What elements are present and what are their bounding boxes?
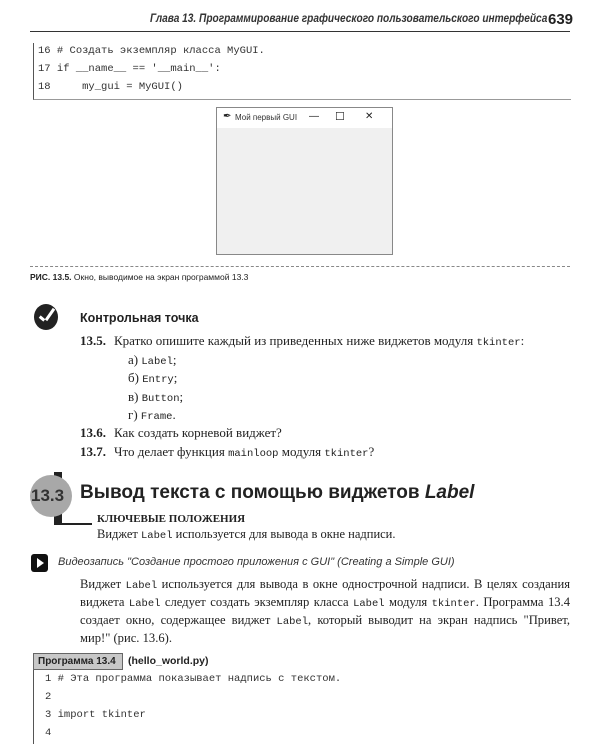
maximize-button[interactable]: ☐ <box>335 111 345 123</box>
video-play-icon[interactable] <box>31 554 48 572</box>
gui-window-screenshot <box>216 107 393 255</box>
line-text: # Эта программа показывает надпись с текстом. <box>57 673 342 685</box>
code-term: Label <box>141 530 173 542</box>
code-line <box>45 673 341 685</box>
checkpoint-title: Контрольная точка <box>80 311 199 325</box>
chapter-header: Глава 13. Программирование графического пользовательского интерфейса <box>150 13 548 25</box>
code-line <box>45 727 51 739</box>
question-text: Что делает функция <box>114 444 229 459</box>
question-number: 13.5. <box>80 333 106 348</box>
text: модуля <box>384 595 432 609</box>
minimize-button[interactable]: — <box>309 111 319 122</box>
code-listing-top <box>33 43 571 100</box>
punct: : <box>520 333 525 348</box>
list-item <box>128 389 183 405</box>
question-text: Как создать корневой виджет? <box>114 425 282 440</box>
code-term: Label <box>128 598 161 610</box>
code-line <box>38 81 183 93</box>
program-filename: (hello_world.py) <box>128 655 209 667</box>
code-term: tkinter <box>324 448 369 460</box>
section-title-text: Вывод текста с помощью виджетов <box>80 482 425 503</box>
code-line <box>38 45 265 57</box>
question-text: Кратко опишите каждый из приведенных ниже виджетов модуля <box>114 333 477 348</box>
line-number: 18 <box>38 81 51 93</box>
punct: ; <box>179 389 184 404</box>
body-paragraph <box>80 576 570 646</box>
question-number: 13.7. <box>80 444 106 459</box>
caption-text: Окно, выводимое на экран программой 13.3 <box>73 272 249 282</box>
code-term: Frame <box>140 411 173 423</box>
key-points-heading: КЛЮЧЕВЫЕ ПОЛОЖЕНИЯ <box>97 513 246 525</box>
item-prefix: в) <box>128 389 142 404</box>
code-line <box>38 63 221 75</box>
code-term: mainloop <box>228 448 279 460</box>
question-13-5 <box>80 333 524 349</box>
feather-icon: ✒ <box>223 111 232 122</box>
code-term: tkinter <box>476 337 521 349</box>
close-button[interactable]: ✕ <box>365 111 374 122</box>
figure-rule <box>30 266 570 267</box>
figure-caption <box>30 272 248 282</box>
list-item <box>128 352 177 368</box>
line-text: import tkinter <box>57 709 146 721</box>
line-number: 16 <box>38 45 51 57</box>
question-text: модуля <box>278 444 325 459</box>
code-term: Label <box>141 356 173 368</box>
punct: ? <box>368 444 375 459</box>
window-titlebar <box>217 108 392 128</box>
section-title-italic: Label <box>424 482 475 503</box>
item-prefix: а) <box>128 352 142 367</box>
question-number: 13.6. <box>80 425 106 440</box>
key-points-text <box>97 527 396 542</box>
header-rule <box>30 31 570 32</box>
line-text: my_gui = MyGUI() <box>56 81 183 93</box>
line-text: # Создать экземпляр класса MyGUI. <box>56 45 265 57</box>
code-line <box>45 709 146 721</box>
line-text: if __name__ == '__main__': <box>56 63 221 75</box>
line-number: 1 <box>45 673 52 685</box>
code-term: Label <box>125 580 158 592</box>
section-title <box>80 482 474 504</box>
item-prefix: б) <box>128 370 143 385</box>
line-number: 2 <box>45 691 52 703</box>
line-number: 3 <box>45 709 52 721</box>
code-listing-bottom <box>33 670 574 744</box>
list-item <box>128 370 177 386</box>
code-term: Button <box>141 393 180 405</box>
line-number: 17 <box>38 63 51 75</box>
list-item <box>128 407 176 423</box>
code-term: Label <box>353 598 385 610</box>
page-number: 639 <box>548 11 574 28</box>
question-13-7 <box>80 444 374 460</box>
video-link[interactable]: Видеозапись "Создание простого приложения с GUI" (Creating a Simple GUI) <box>58 556 455 568</box>
punct: ; <box>173 370 178 385</box>
line-number: 4 <box>45 727 52 739</box>
text: Виджет <box>97 527 141 541</box>
text: . Программа 13.4 создает окно, содержащее виджет <box>80 595 570 627</box>
text: используется для вывода в окне надписи. <box>172 527 396 541</box>
section-underline <box>54 523 92 525</box>
caption-label: РИС. 13.5. <box>30 272 72 282</box>
text: Виджет <box>80 577 126 591</box>
code-term: Label <box>276 616 309 628</box>
checkmark-icon <box>34 304 58 330</box>
code-term: tkinter <box>431 598 476 610</box>
section-number: 13.3 <box>31 486 65 505</box>
window-title: Мой первый GUI <box>235 113 298 122</box>
program-label: Программа 13.4 <box>33 653 123 670</box>
text: , который выводит на экран надпись "Привет, мир!" (рис. 13.6). <box>80 613 570 645</box>
code-term: Entry <box>142 374 174 386</box>
punct: ; <box>172 352 177 367</box>
code-line <box>45 691 51 703</box>
text: используется для вывода в окне однострочной надписи. В целях создания виджета <box>80 577 570 609</box>
punct: . <box>172 407 176 422</box>
text: следует создать экземпляр класса <box>160 595 354 609</box>
item-prefix: г) <box>128 407 141 422</box>
question-13-6 <box>80 425 282 441</box>
